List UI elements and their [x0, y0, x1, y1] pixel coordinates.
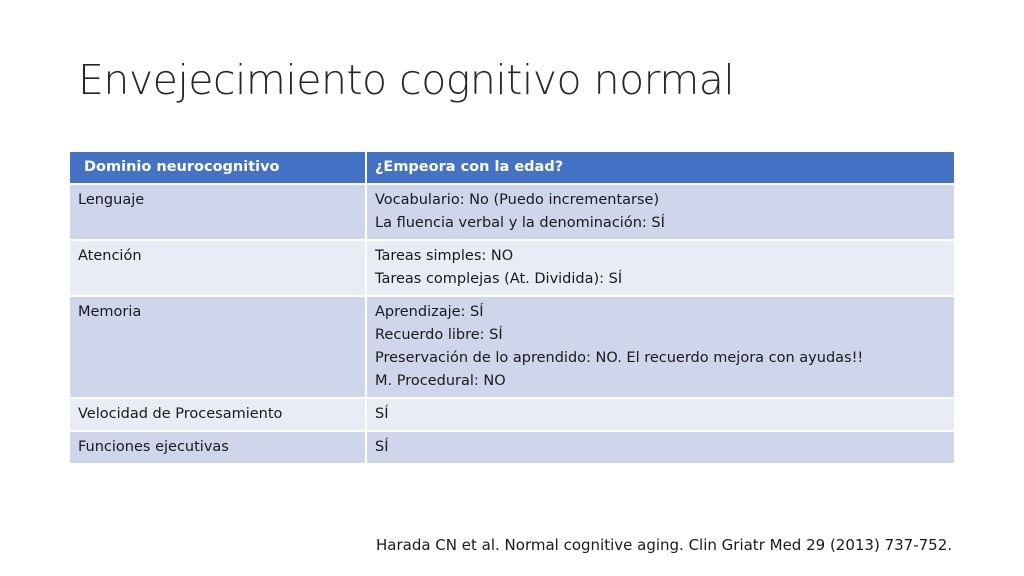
- detail-line: Recuerdo libre: SÍ: [375, 327, 503, 343]
- detail-line: Tareas complejas (At. Dividida): SÍ: [375, 271, 623, 287]
- row-detail-cell: [366, 296, 954, 398]
- detail-line: SÍ: [375, 406, 389, 422]
- row-detail-cell: [366, 431, 954, 463]
- detail-line: Preservación de lo aprendido: NO. El recuerdo mejora con ayudas!!: [375, 350, 864, 366]
- citation: Harada CN et al. Normal cognitive aging. Clin Griatr Med 29 (2013) 737-752.: [376, 536, 953, 554]
- row-domain-cell: Velocidad de Procesamiento: [70, 398, 366, 431]
- table-row: [70, 296, 954, 398]
- table-row: [70, 184, 954, 240]
- detail-line: Tareas simples: NO: [375, 248, 514, 264]
- table-header-row: [70, 152, 954, 184]
- slide-title: Envejecimiento cognitivo normal: [78, 56, 735, 104]
- cognitive-aging-table: [70, 152, 954, 463]
- detail-line: SÍ: [375, 439, 389, 455]
- detail-line: Vocabulario: No (Puedo incrementarse): [375, 192, 660, 208]
- detail-line: La fluencia verbal y la denominación: SÍ: [375, 215, 665, 231]
- row-detail-cell: [366, 240, 954, 296]
- table-row: [70, 240, 954, 296]
- row-domain-cell: Memoria: [70, 296, 366, 398]
- cognitive-aging-table-container: [70, 152, 954, 463]
- table-row: [70, 431, 954, 463]
- detail-line: M. Procedural: NO: [375, 373, 506, 389]
- row-detail-cell: [366, 184, 954, 240]
- table-row: [70, 398, 954, 431]
- detail-line: Aprendizaje: SÍ: [375, 304, 484, 320]
- row-domain-cell: Lenguaje: [70, 184, 366, 240]
- header-worsens-with-age: ¿Empeora con la edad?: [366, 152, 954, 184]
- row-detail-cell: [366, 398, 954, 431]
- row-domain-cell: Atención: [70, 240, 366, 296]
- header-domain: Dominio neurocognitivo: [70, 152, 366, 184]
- row-domain-cell: Funciones ejecutivas: [70, 431, 366, 463]
